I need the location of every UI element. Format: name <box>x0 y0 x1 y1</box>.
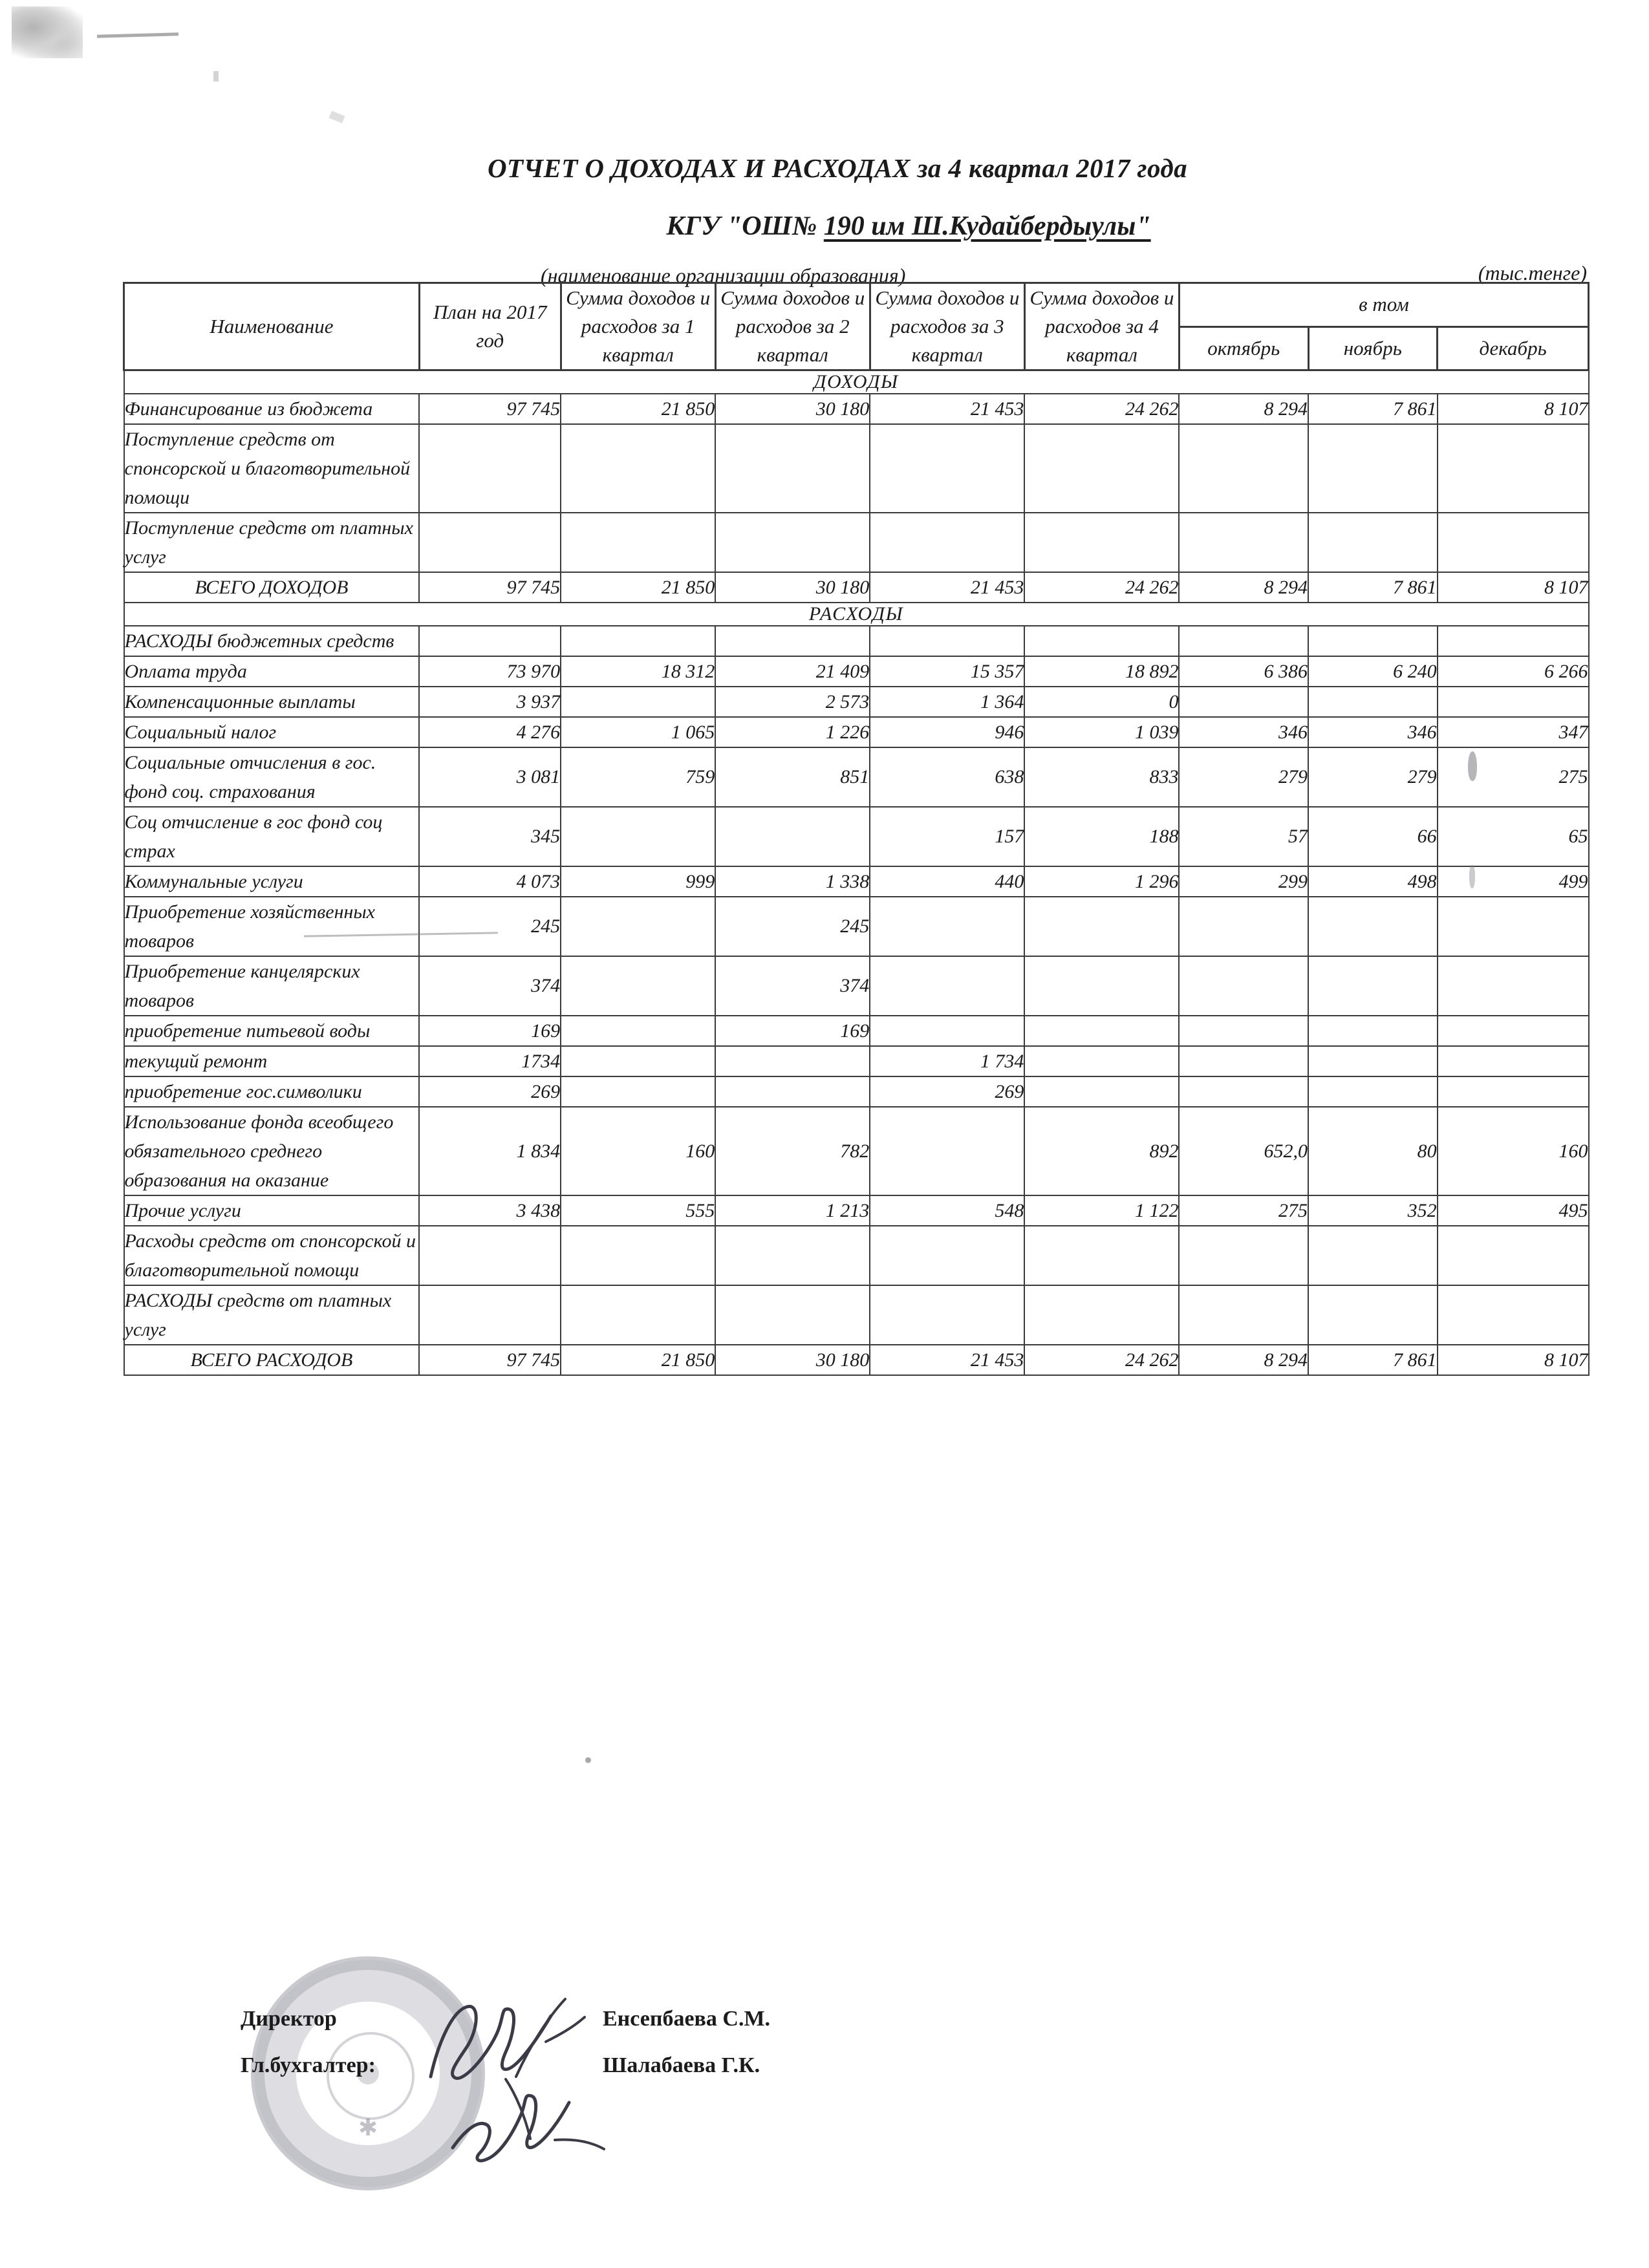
cell-q3 <box>870 1285 1024 1345</box>
cell-q4: 1 122 <box>1024 1195 1179 1226</box>
cell-plan: 245 <box>419 897 561 956</box>
cell-october: 8 294 <box>1179 572 1308 603</box>
cell-plan: 3 438 <box>419 1195 561 1226</box>
cell-q4 <box>1024 1016 1179 1046</box>
row-label: РАСХОДЫ средств от платных услуг <box>124 1285 420 1345</box>
row-label: Коммунальные услуги <box>124 866 420 897</box>
cell-q1 <box>561 1046 715 1076</box>
cell-december <box>1438 424 1589 513</box>
cell-q4 <box>1024 956 1179 1016</box>
cell-plan: 1 834 <box>419 1107 561 1195</box>
cell-q4: 1 296 <box>1024 866 1179 897</box>
cell-q4 <box>1024 897 1179 956</box>
cell-plan: 1734 <box>419 1046 561 1076</box>
cell-november: 7 861 <box>1308 1345 1438 1375</box>
table-row <box>124 687 1589 717</box>
cell-november <box>1308 424 1438 513</box>
cell-q2: 1 338 <box>715 866 870 897</box>
cell-q4: 1 039 <box>1024 717 1179 747</box>
cell-q3 <box>870 513 1024 572</box>
table-row-total-expense <box>124 1345 1589 1375</box>
table-row <box>124 956 1589 1016</box>
cell-q1 <box>561 807 715 866</box>
cell-q3: 15 357 <box>870 656 1024 687</box>
cell-plan <box>419 424 561 513</box>
cell-q3 <box>870 1226 1024 1285</box>
cell-q1 <box>561 897 715 956</box>
cell-november: 7 861 <box>1308 572 1438 603</box>
cell-q2 <box>715 1226 870 1285</box>
table-row <box>124 1046 1589 1076</box>
cell-october <box>1179 1285 1308 1345</box>
table-row <box>124 1107 1589 1195</box>
cell-q4: 833 <box>1024 747 1179 807</box>
cell-october: 8 294 <box>1179 1345 1308 1375</box>
cell-q2: 782 <box>715 1107 870 1195</box>
cell-october <box>1179 1076 1308 1107</box>
cell-q4 <box>1024 424 1179 513</box>
cell-q2: 851 <box>715 747 870 807</box>
cell-q2 <box>715 1076 870 1107</box>
cell-december: 8 107 <box>1438 1345 1589 1375</box>
row-label: Прочие услуги <box>124 1195 420 1226</box>
cell-q1: 21 850 <box>561 1345 715 1375</box>
cell-plan: 269 <box>419 1076 561 1107</box>
table-body <box>124 370 1589 1376</box>
cell-plan: 4 276 <box>419 717 561 747</box>
header-month-group: в том <box>1179 283 1588 327</box>
cell-q3: 440 <box>870 866 1024 897</box>
signature-block <box>241 2007 887 2100</box>
cell-december <box>1438 956 1589 1016</box>
cell-q1: 18 312 <box>561 656 715 687</box>
cell-november <box>1308 1285 1438 1345</box>
cell-plan: 374 <box>419 956 561 1016</box>
header-december: декабрь <box>1438 326 1589 370</box>
cell-november: 279 <box>1308 747 1438 807</box>
cell-q3: 638 <box>870 747 1024 807</box>
signature-role: Гл.бухгалтер: <box>241 2053 376 2077</box>
cell-december: 8 107 <box>1438 394 1589 424</box>
cell-november <box>1308 956 1438 1016</box>
table-header <box>124 283 1589 370</box>
row-label: Приобретение хозяйственных товаров <box>124 897 420 956</box>
cell-q3 <box>870 897 1024 956</box>
cell-q4 <box>1024 1076 1179 1107</box>
report-title-prefix: ОТЧЕТ О ДОХОДАХ И РАСХОДАХ <box>488 153 911 183</box>
cell-q1 <box>561 424 715 513</box>
cell-december <box>1438 626 1589 656</box>
cell-october: 279 <box>1179 747 1308 807</box>
cell-q4 <box>1024 1285 1179 1345</box>
signature-person: Енсепбаева С.М. <box>603 2007 771 2031</box>
signature-role: Директор <box>241 2007 337 2031</box>
cell-q3: 269 <box>870 1076 1024 1107</box>
cell-october <box>1179 897 1308 956</box>
cell-december: 8 107 <box>1438 572 1589 603</box>
header-november: ноябрь <box>1308 326 1438 370</box>
organization-caption: (наименование организации образования) <box>541 264 906 287</box>
organization-prefix: КГУ "ОШ№ <box>666 211 817 241</box>
cell-q3 <box>870 1107 1024 1195</box>
header-q4: Сумма доходов и расходов за 4 квартал <box>1024 283 1179 370</box>
cell-november <box>1308 513 1438 572</box>
table-row <box>124 866 1589 897</box>
cell-october <box>1179 626 1308 656</box>
cell-q1: 999 <box>561 866 715 897</box>
cell-november <box>1308 1226 1438 1285</box>
row-label: Компенсационные выплаты <box>124 687 420 717</box>
cell-november: 498 <box>1308 866 1438 897</box>
signature-person: Шалабаева Г.К. <box>603 2053 760 2077</box>
cell-november <box>1308 1046 1438 1076</box>
table-row <box>124 656 1589 687</box>
scan-streak <box>97 32 178 38</box>
cell-november <box>1308 897 1438 956</box>
table-row <box>124 1285 1589 1345</box>
cell-december: 160 <box>1438 1107 1589 1195</box>
row-label: Социальные отчисления в гос. фонд соц. страхования <box>124 747 420 807</box>
cell-q3: 21 453 <box>870 572 1024 603</box>
cell-december: 6 266 <box>1438 656 1589 687</box>
row-label: Соц отчисление в гос фонд соц страх <box>124 807 420 866</box>
cell-november <box>1308 626 1438 656</box>
cell-december <box>1438 687 1589 717</box>
cell-december <box>1438 1226 1589 1285</box>
row-label: Оплата труда <box>124 656 420 687</box>
cell-q2 <box>715 424 870 513</box>
row-label: Расходы средств от спонсорской и благотворительной помощи <box>124 1226 420 1285</box>
scan-smudge <box>12 6 83 58</box>
cell-q1 <box>561 626 715 656</box>
cell-q2 <box>715 807 870 866</box>
cell-november: 352 <box>1308 1195 1438 1226</box>
cell-october: 652,0 <box>1179 1107 1308 1195</box>
table-row <box>124 807 1589 866</box>
cell-october: 57 <box>1179 807 1308 866</box>
row-label: приобретение питьевой воды <box>124 1016 420 1046</box>
cell-plan: 3 937 <box>419 687 561 717</box>
table-row-total-income <box>124 572 1589 603</box>
cell-q4 <box>1024 1226 1179 1285</box>
cell-q4 <box>1024 513 1179 572</box>
header-q2: Сумма доходов и расходов за 2 квартал <box>715 283 870 370</box>
cell-q2: 1 226 <box>715 717 870 747</box>
cell-q3: 548 <box>870 1195 1024 1226</box>
cell-december <box>1438 1016 1589 1046</box>
cell-q2: 2 573 <box>715 687 870 717</box>
cell-q1: 21 850 <box>561 394 715 424</box>
cell-december: 347 <box>1438 717 1589 747</box>
cell-december <box>1438 1046 1589 1076</box>
cell-plan: 97 745 <box>419 394 561 424</box>
row-label: ВСЕГО ДОХОДОВ <box>124 572 420 603</box>
cell-plan: 97 745 <box>419 1345 561 1375</box>
ink-mark <box>585 1757 591 1763</box>
cell-q1 <box>561 1016 715 1046</box>
table-row <box>124 747 1589 807</box>
cell-q4: 24 262 <box>1024 394 1179 424</box>
table-row <box>124 394 1589 424</box>
cell-october: 299 <box>1179 866 1308 897</box>
row-label: Социальный налог <box>124 717 420 747</box>
header-name: Наименование <box>124 283 420 370</box>
cell-october <box>1179 687 1308 717</box>
organization-line <box>0 211 1649 242</box>
cell-october <box>1179 1016 1308 1046</box>
cell-q4 <box>1024 626 1179 656</box>
cell-q1: 160 <box>561 1107 715 1195</box>
section-banner-expense <box>124 603 1589 626</box>
cell-october: 8 294 <box>1179 394 1308 424</box>
cell-december <box>1438 1285 1589 1345</box>
document-header <box>0 153 1649 294</box>
cell-november <box>1308 1016 1438 1046</box>
ink-mark <box>1468 751 1477 781</box>
cell-q3 <box>870 424 1024 513</box>
row-label: ВСЕГО РАСХОДОВ <box>124 1345 420 1375</box>
cell-q1: 555 <box>561 1195 715 1226</box>
cell-december <box>1438 1076 1589 1107</box>
table-row <box>124 1195 1589 1226</box>
section-banner-income <box>124 370 1589 394</box>
scan-fleck <box>329 111 345 123</box>
cell-december <box>1438 897 1589 956</box>
cell-q3: 21 453 <box>870 1345 1024 1375</box>
table-row <box>124 1016 1589 1046</box>
cell-november: 6 240 <box>1308 656 1438 687</box>
cell-october <box>1179 1046 1308 1076</box>
cell-november <box>1308 687 1438 717</box>
row-label: Приобретение канцелярских товаров <box>124 956 420 1016</box>
table-row <box>124 897 1589 956</box>
cell-q2: 30 180 <box>715 1345 870 1375</box>
table-row <box>124 1226 1589 1285</box>
cell-q3 <box>870 626 1024 656</box>
cell-q4: 18 892 <box>1024 656 1179 687</box>
cell-q2: 374 <box>715 956 870 1016</box>
cell-q2: 21 409 <box>715 656 870 687</box>
header-plan: План на 2017 год <box>419 283 561 370</box>
cell-plan: 4 073 <box>419 866 561 897</box>
section-label-income: ДОХОДЫ <box>124 370 1589 394</box>
cell-q3: 1 734 <box>870 1046 1024 1076</box>
cell-q3 <box>870 1016 1024 1046</box>
cell-q2 <box>715 513 870 572</box>
cell-q1 <box>561 687 715 717</box>
cell-october <box>1179 1226 1308 1285</box>
cell-november: 80 <box>1308 1107 1438 1195</box>
report-title-period: за 4 квартал 2017 года <box>917 153 1187 183</box>
cell-december: 495 <box>1438 1195 1589 1226</box>
cell-plan: 3 081 <box>419 747 561 807</box>
signature-line <box>241 2053 887 2100</box>
income-expense-table <box>123 282 1590 1376</box>
section-label-expense: РАСХОДЫ <box>124 603 1589 626</box>
table-row <box>124 717 1589 747</box>
row-label: Использование фонда всеобщего обязательного среднего образования на оказание <box>124 1107 420 1195</box>
cell-october: 346 <box>1179 717 1308 747</box>
cell-q2: 30 180 <box>715 394 870 424</box>
cell-q3: 21 453 <box>870 394 1024 424</box>
cell-q1: 1 065 <box>561 717 715 747</box>
cell-plan <box>419 626 561 656</box>
cell-plan <box>419 1226 561 1285</box>
cell-december: 275 <box>1438 747 1589 807</box>
cell-plan: 73 970 <box>419 656 561 687</box>
cell-december: 499 <box>1438 866 1589 897</box>
cell-plan: 97 745 <box>419 572 561 603</box>
cell-october <box>1179 513 1308 572</box>
cell-november: 7 861 <box>1308 394 1438 424</box>
ink-mark <box>1469 865 1475 888</box>
cell-november: 346 <box>1308 717 1438 747</box>
row-label: Поступление средств от спонсорской и благотворительной помощи <box>124 424 420 513</box>
cell-q2: 169 <box>715 1016 870 1046</box>
scan-fleck <box>213 71 219 81</box>
cell-plan: 345 <box>419 807 561 866</box>
cell-q3: 157 <box>870 807 1024 866</box>
cell-q2 <box>715 1285 870 1345</box>
cell-q4: 0 <box>1024 687 1179 717</box>
signature-line <box>241 2007 887 2053</box>
cell-q4: 188 <box>1024 807 1179 866</box>
cell-december <box>1438 513 1589 572</box>
row-label: Поступление средств от платных услуг <box>124 513 420 572</box>
cell-october: 6 386 <box>1179 656 1308 687</box>
cell-q3: 946 <box>870 717 1024 747</box>
cell-q1 <box>561 513 715 572</box>
cell-november: 66 <box>1308 807 1438 866</box>
cell-q2: 1 213 <box>715 1195 870 1226</box>
row-label: РАСХОДЫ бюджетных средств <box>124 626 420 656</box>
cell-q2 <box>715 626 870 656</box>
cell-q2: 245 <box>715 897 870 956</box>
cell-q4: 24 262 <box>1024 572 1179 603</box>
cell-plan <box>419 1285 561 1345</box>
cell-november <box>1308 1076 1438 1107</box>
cell-q2: 30 180 <box>715 572 870 603</box>
cell-q2 <box>715 1046 870 1076</box>
row-label: приобретение гос.символики <box>124 1076 420 1107</box>
table-row <box>124 1076 1589 1107</box>
stamp-star-icon: ✱ <box>358 2115 378 2141</box>
cell-october: 275 <box>1179 1195 1308 1226</box>
cell-q1 <box>561 1226 715 1285</box>
header-q3: Сумма доходов и расходов за 3 квартал <box>870 283 1024 370</box>
cell-q1 <box>561 1285 715 1345</box>
row-label: Финансирование из бюджета <box>124 394 420 424</box>
row-label: текущий ремонт <box>124 1046 420 1076</box>
table-row <box>124 424 1589 513</box>
table-row <box>124 513 1589 572</box>
cell-plan <box>419 513 561 572</box>
cell-q1 <box>561 1076 715 1107</box>
cell-q4 <box>1024 1046 1179 1076</box>
table-row <box>124 626 1589 656</box>
header-q1: Сумма доходов и расходов за 1 квартал <box>561 283 715 370</box>
report-title <box>0 153 1649 184</box>
cell-q4: 24 262 <box>1024 1345 1179 1375</box>
cell-q3 <box>870 956 1024 1016</box>
cell-q1 <box>561 956 715 1016</box>
cell-october <box>1179 424 1308 513</box>
cell-q1: 21 850 <box>561 572 715 603</box>
header-october: октябрь <box>1179 326 1308 370</box>
cell-q1: 759 <box>561 747 715 807</box>
cell-q3: 1 364 <box>870 687 1024 717</box>
organization-name: 190 им Ш.Кудайбердыулы" <box>823 211 1151 241</box>
cell-december: 65 <box>1438 807 1589 866</box>
header-row-top <box>124 283 1589 327</box>
cell-plan: 169 <box>419 1016 561 1046</box>
units-label: (тыс.тенге) <box>1478 261 1587 284</box>
cell-october <box>1179 956 1308 1016</box>
cell-q4: 892 <box>1024 1107 1179 1195</box>
